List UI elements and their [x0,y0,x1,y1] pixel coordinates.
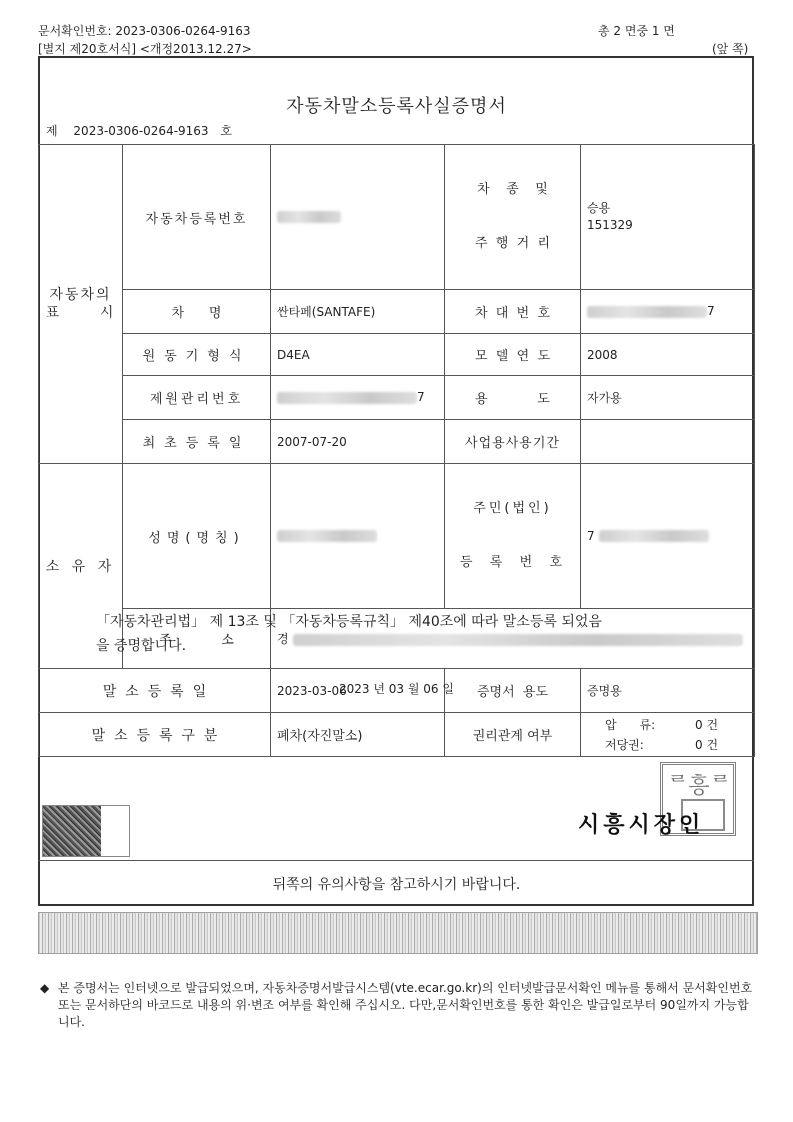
vin-label: 차 대 번 호 [445,290,581,334]
address-prefix: 경 [277,632,289,646]
owner-id-label-2: 등 록 번 호 [459,555,566,570]
statement-line-1: 「자동차관리법」 제 13조 및 「자동차등록규칙」 제40조에 따라 말소등록 되었음 [96,614,602,630]
verification-note-text: 본 증명서는 인터넷으로 발급되었으며, 자동차증명서발급시스템(vte.ecar.go.kr)의 인터넷발급문서확인 메뉴를 통해서 문서확인번호 또는 문서하단의 바코드로 내용의 위·변조 여부를 확인해 주십시오. 다만,문서확인번호를 통한 확인은 발급일로부터 90일까지 가능합니다. [58,981,753,1029]
footer-notice: 뒤쪽의 유의사항을 참고하시기 바랍니다. [272,877,521,893]
type-mileage-value [581,145,755,290]
owner-id-prefix: 7 [587,528,595,543]
owner-id-value [581,464,755,609]
owner-name-label: 성명(명칭) [123,464,271,609]
first-reg-value: 2007-07-20 [271,420,445,464]
cancel-type-label: 말 소 등 록 구 분 [39,713,271,757]
vin-suffix: 7 [707,304,715,318]
biz-period-label: 사업용사용기간 [445,420,581,464]
mortgage-label: 저당권: [605,737,644,752]
page-count: 총 2 면중 1 면 [598,24,675,38]
info-table [38,144,755,757]
seizure-label: 압 류: [605,717,656,732]
statement-line-2: 을 증명합니다. [96,638,187,654]
engine-value: D4EA [271,334,445,376]
cancel-type-value: 폐차(자진말소) [271,713,445,757]
seal-glyph-top: ᄅ흥ᄅ [667,774,731,799]
table-row [39,290,755,334]
type-mileage-label [445,145,581,290]
spec-no-suffix: 7 [417,390,425,404]
issue-date: 2023 년 03 월 06 일 [339,682,454,696]
cancel-date-label: 말 소 등 록 일 [39,669,271,713]
car-name-label: 차 명 [123,290,271,334]
seizure-value: 0 건 [695,717,719,732]
page-side: (앞 쪽) [712,42,749,56]
use-label: 용 도 [445,376,581,420]
model-year-label: 모 델 연 도 [445,334,581,376]
rights-value [581,713,755,757]
biz-period-value [581,420,755,464]
reg-no-value [271,145,445,290]
owner-section-label: 소 유 자 [39,464,123,669]
table-row [39,420,755,464]
cert-number [46,122,232,139]
document-title: 자동차말소등록사실증명서 [286,96,507,117]
redacted-spec-no [277,392,417,404]
type-label-2: 주 행 거 리 [474,236,551,251]
mileage-value: 151329 [587,218,633,232]
table-row [39,145,755,290]
table-row [39,334,755,376]
owner-id-label [445,464,581,609]
address-label: 주 소 [123,609,271,669]
owner-name-value [271,464,445,609]
engine-label: 원동기형식 [123,334,271,376]
model-year-value: 2008 [581,334,755,376]
redacted-reg-no [277,211,341,223]
reg-no-label: 자동차등록번호 [123,145,271,290]
diamond-icon: ◆ [40,981,50,995]
security-pattern [38,912,758,954]
rights-label: 권리관계 여부 [445,713,581,757]
doc-confirm-number: 문서확인번호: 2023-0306-0264-9163 [38,24,251,38]
vehicle-section-label-2: 표 시 [45,305,116,321]
cancel-date-value: 2023-03-06 [271,669,445,713]
vehicle-section-label-1: 자동차의 [49,287,112,303]
table-row [39,713,755,757]
car-name-value: 싼타페(SANTAFE) [271,290,445,334]
redacted-vin [587,306,707,318]
use-value: 자가용 [581,376,755,420]
redacted-owner-id [599,530,709,542]
redacted-owner-name [277,530,377,542]
certification-statement [96,610,736,658]
barcode-pattern [43,806,101,856]
type-value: 승용 [587,201,611,215]
first-reg-label: 최초등록일 [123,420,271,464]
barcode-image [42,805,130,857]
cert-number-value: 2023-0306-0264-9163 [73,124,209,138]
spec-no-label: 제원관리번호 [123,376,271,420]
owner-id-label-1: 주민(법인) [473,501,552,516]
table-row [39,464,755,609]
type-label-1: 차 종 및 [477,182,548,197]
vehicle-section-label [39,145,123,464]
vin-value [581,290,755,334]
divider [38,860,754,861]
form-number: [별지 제20호서식] <개정2013.12.27> [38,42,252,56]
purpose-value: 증명용 [581,669,755,713]
spec-no-value [271,376,445,420]
purpose-label: 증명서 용도 [445,669,581,713]
table-row [39,376,755,420]
cert-number-suffix: 호 [220,124,232,138]
cert-number-prefix: 제 [46,124,58,138]
issuer-name: 시흥시장인 [578,812,705,838]
mortgage-value: 0 건 [695,737,719,752]
